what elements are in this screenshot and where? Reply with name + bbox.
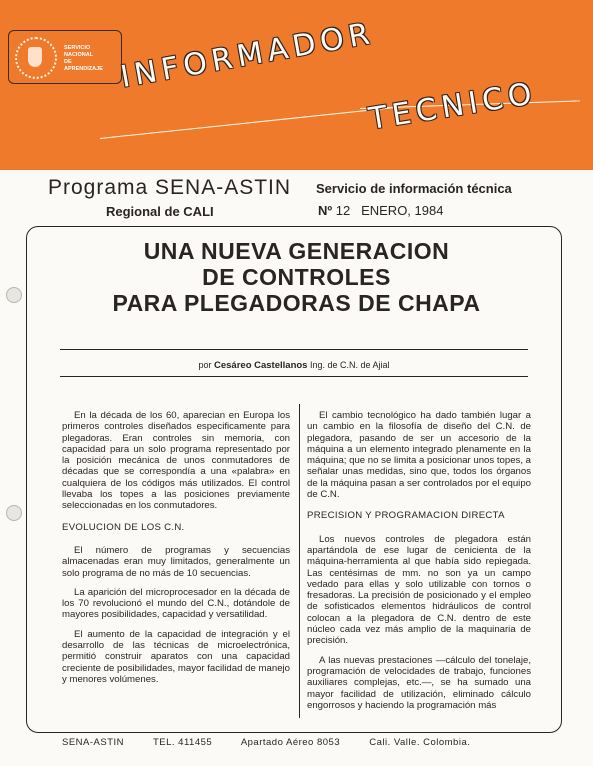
program-name: Programa SENA-ASTIN	[48, 176, 292, 199]
footer	[62, 737, 532, 748]
section-heading: EVOLUCION DE LOS C.N.	[62, 521, 185, 533]
paragraph: La aparición del microprocesador en la década de los 70 revolucionó el mundo del C.N., dotándole de mayores posibilidades, capacidad y versatilidad.	[62, 586, 290, 621]
footer-mail: Apartado Aéreo 8053	[240, 737, 341, 748]
sena-logo	[8, 30, 122, 84]
issue-date: ENERO, 1984	[361, 203, 444, 218]
service-title: Servicio de información técnica	[316, 181, 512, 196]
section-heading: PRECISION Y PROGRAMACION DIRECTA	[307, 510, 505, 522]
logo-text: SERVICIO NACIONAL DE APRENDIZAJE	[64, 45, 103, 72]
masthead-banner	[0, 0, 593, 170]
article-byline: por Cesáreo Castellanos Ing. de C.N. de Ajial	[198, 360, 390, 371]
masthead-line	[100, 107, 398, 139]
paragraph: El número de programas y secuencias almacenadas eran muy limitados, generalmente un solo programa de no más de 10 secuencias.	[62, 544, 290, 579]
issue-label: Nº	[318, 203, 333, 218]
right-column	[307, 410, 531, 719]
binder-hole	[6, 287, 22, 303]
paragraph: El aumento de la capacidad de integración y el desarrollo de las técnicas de microelectrónica, permitió construir aparatos con una capacidad creciente de posibilidades, mayor facilidad de manejo y menores volúmenes.	[62, 628, 290, 685]
left-column	[62, 410, 290, 693]
binder-hole	[6, 505, 22, 521]
regional-name: Regional de CALI	[106, 204, 214, 219]
paragraph: A las nuevas prestaciones —cálculo del tonelaje, programación de velocidades de trabajo, funciones auxiliares complejas, etc.—, se ha sumado una mayor facilidad de utilización, eliminado cálculo engorrosos y haciendo la programación más	[307, 654, 531, 711]
issue-number: 12	[335, 203, 351, 218]
author-name: Cesáreo Castellanos	[214, 360, 308, 371]
masthead-title-word-1: INFORMADOR	[117, 15, 378, 95]
sena-seal-icon	[15, 37, 57, 79]
footer-org: SENA-ASTIN	[62, 737, 125, 748]
paragraph: Los nuevos controles de plegadora están apartándola de ese lugar de cenicienta de la máquina-herramienta al que había sido repiegada. Las centésimas de mm. no son ya un campo vedado para ellas y solo utilizable con tornos o fresadoras. La precisión de posicionado y el empleo de sofisticados elementos hidráulicos de control colocan a la plegadora de C.N. dentro de este núcleo cada vez más amplio de la maquinaria de precisión.	[307, 533, 531, 647]
issue-line	[318, 203, 443, 218]
byline-rule	[60, 376, 528, 377]
article-title: UNA NUEVA GENERACION DE CONTROLES PARA PLEGADORAS DE CHAPA	[112, 238, 481, 316]
footer-phone: TEL. 411455	[152, 737, 213, 748]
column-divider	[299, 404, 300, 718]
paragraph: En la década de los 60, aparecian en Europa los primeros controles diseñados especificamente para plegadoras. Eran controles sin memoria, con capacidad para un solo programa representado por la posición mecánica de unos conmutadores de décadas que se correspondía a una «palabra» en cualquiera de los códigos más utilizados. El control llevaba los topes a las posiciones previamente seleccionadas en los conmutadores.	[62, 410, 290, 512]
footer-city: Cali. Valle. Colombia.	[369, 737, 471, 748]
author-role: Ing. de C.N. de Ajial	[309, 360, 390, 370]
paragraph: El cambio tecnológico ha dado también lugar a un cambio en la filosofía de diseño del C.N. de plegadora, pasando de ser un accesorio de la máquina a un elemento integrado plenamente en la máquina; que no se limita a posicionar unos topes, a señalar unas medidas, sino que, todos los órganos de la máquina pasan a ser controlados por el equipo de C.N.	[307, 410, 531, 501]
title-rule	[60, 349, 528, 350]
masthead-title-word-2: TECNICO	[366, 75, 539, 137]
